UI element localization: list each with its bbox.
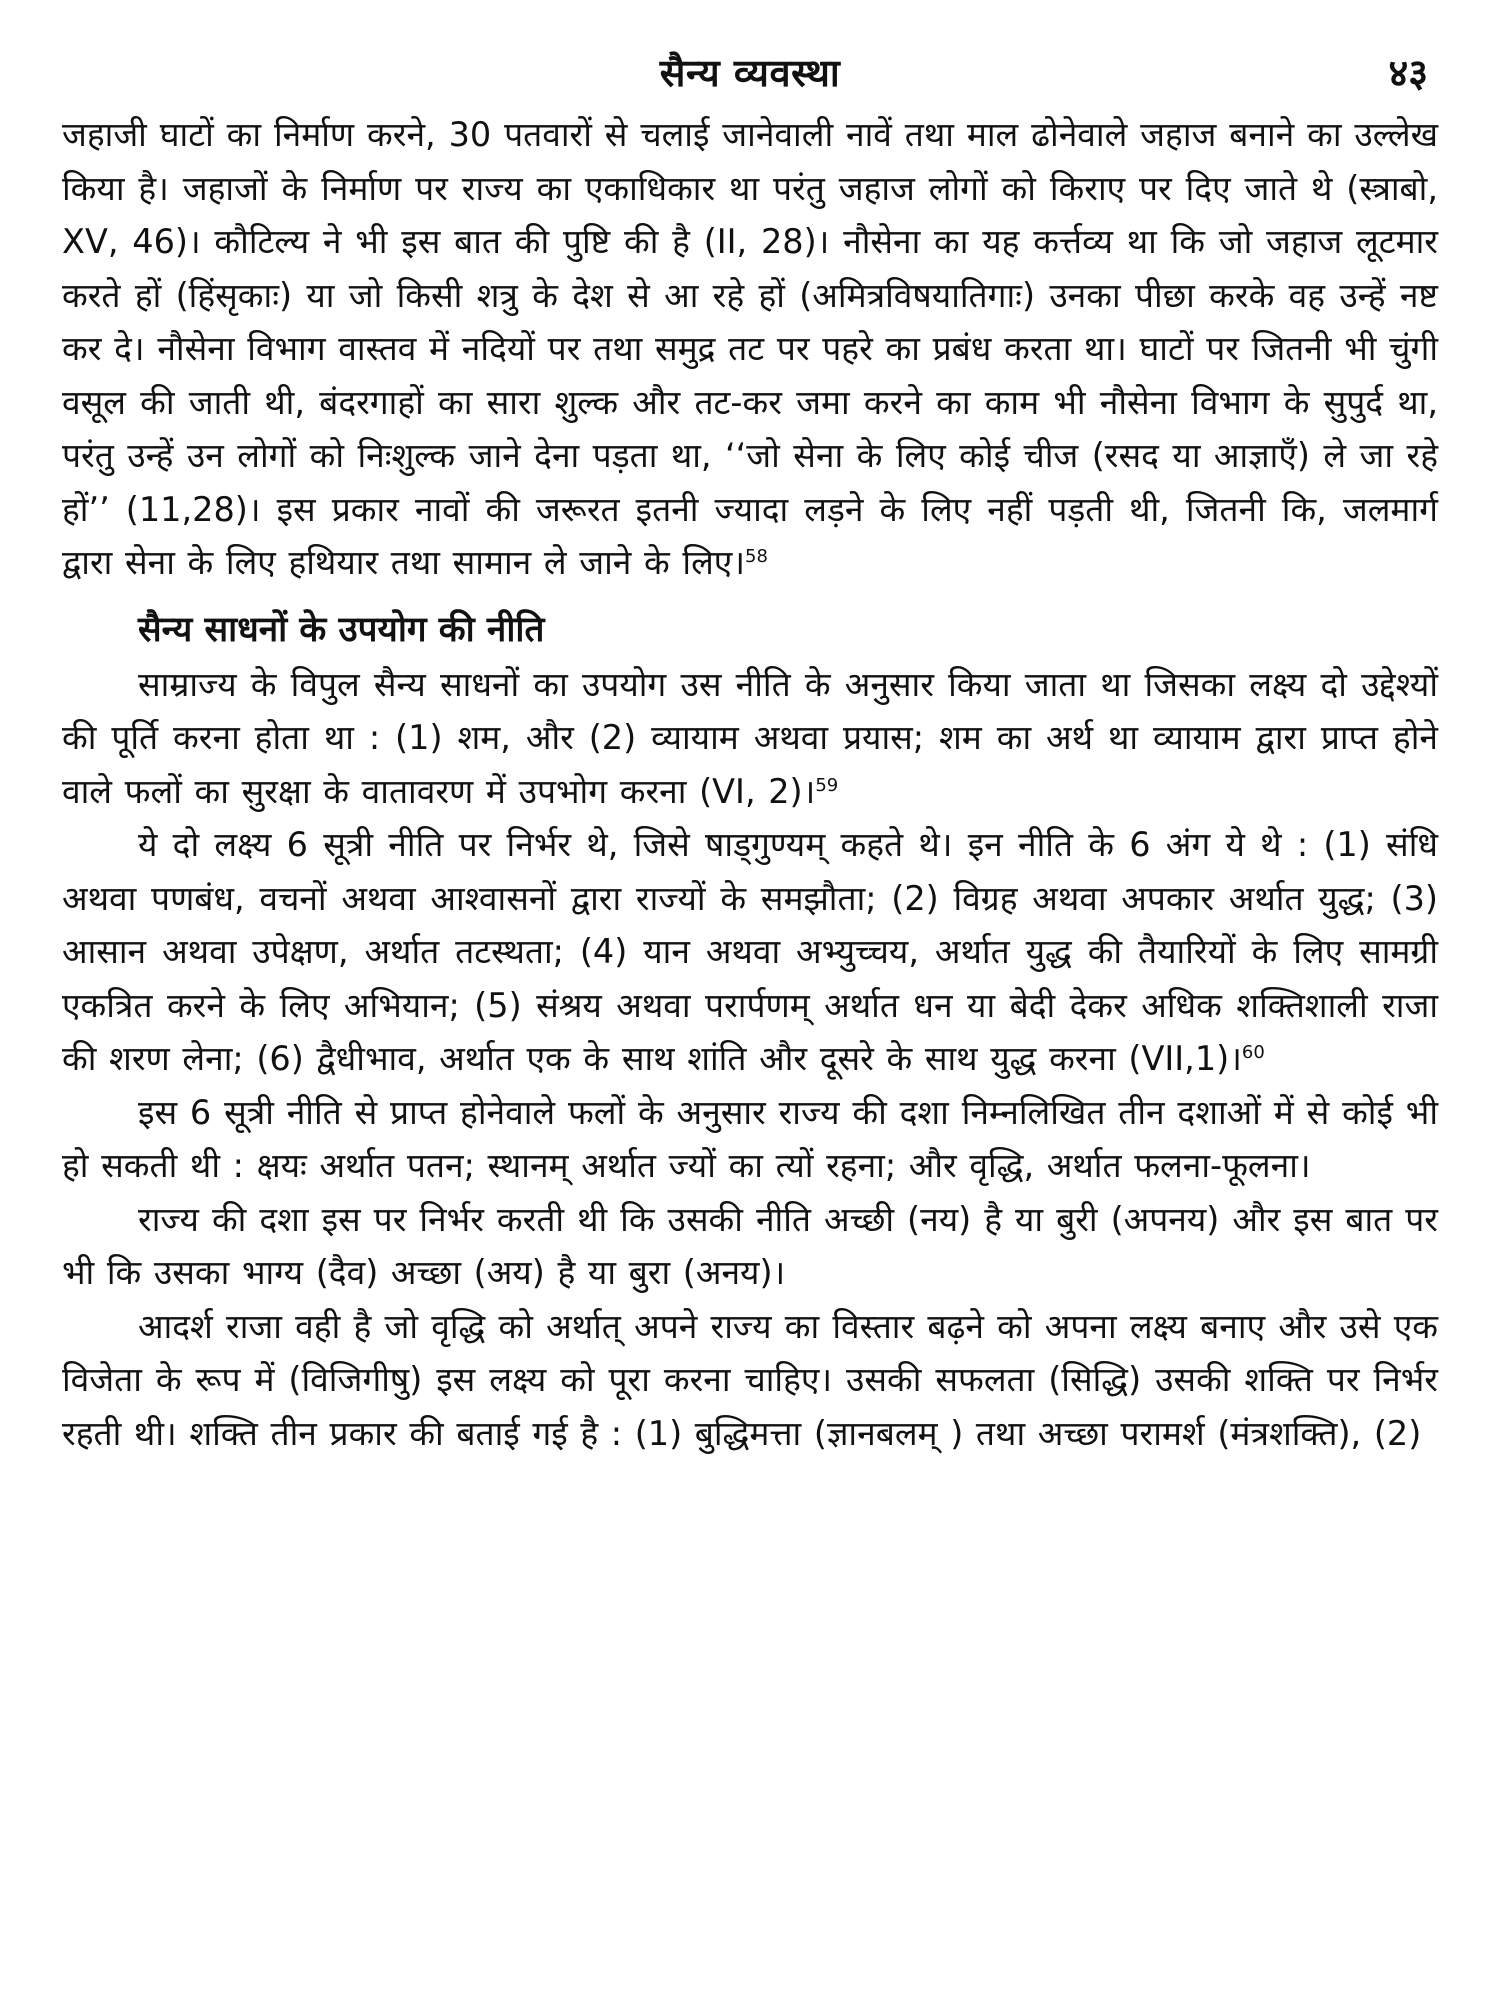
section-heading: सैन्य साधनों के उपयोग की नीति: [138, 609, 545, 650]
paragraph: [62, 1086, 1438, 1193]
paragraph-text: आदर्श राजा वही है जो वृद्धि को अर्थात् अपने राज्य का विस्तार बढ़ने को अपना लक्ष्य बनाए और उसे एक विजेता के रूप में (विजिगीषु) इस लक्ष्य को पूरा करना चाहिए। उसकी सफलता (सिद्धि) उसकी शक्ति पर निर्भर रहती थी। शक्ति तीन प्रकार की बताई गई है : (1) बुद्धिमत्ता (ज्ञानबलम् ) तथा अच्छा परामर्श (मंत्रशक्ति), (2): [62, 1306, 1438, 1453]
paragraph-text: राज्य की दशा इस पर निर्भर करती थी कि उसकी नीति अच्छी (नय) है या बुरी (अपनय) और इस बात पर भी कि उसका भाग्य (दैव) अच्छा (अय) है या बुरा (अनय)।: [62, 1199, 1438, 1292]
page-header: [62, 40, 1438, 100]
paragraph-text: जहाजी घाटों का निर्माण करने, 30 पतवारों से चलाई जानेवाली नावें तथा माल ढोनेवाले जहाज बनाने का उल्लेख किया है। जहाजों के निर्माण पर राज्य का एकाधिकार था परंतु जहाज लोगों को किराए पर दिए जाते थे (स्त्राबो, XV, 46)। कौटिल्य ने भी इस बात की पुष्टि की है (II, 28)। नौसेना का यह कर्त्तव्य था कि जो जहाज लूटमार करते हों (हिंसृकाः) या जो किसी शत्रु के देश से आ रहे हों (अमित्रविषयातिगाः) उनका पीछा करके वह उन्हें नष्ट कर दे। नौसेना विभाग वास्तव में नदियों पर तथा समुद्र तट पर पहरे का प्रबंध करता था। घाटों पर जितनी भी चुंगी वसूल की जाती थी, बंदरगाहों का सारा शुल्क और तट-कर जमा करने का काम भी नौसेना विभाग के सुपुर्द था, परंतु उन्हें उन लोगों को निःशुल्क जाने देना पड़ता था, ‘‘जो सेना के लिए कोई चीज (रसद या आज्ञाएँ) ले जा रहे हों’’ (11,28)। इस प्रकार नावों की जरूरत इतनी ज्यादा लड़ने के लिए नहीं पड़ती थी, जितनी कि, जलमार्ग द्वारा सेना के लिए हथियार तथा सामान ले जाने के लिए।: [62, 115, 1438, 582]
body-text: [62, 108, 1438, 1460]
footnote-ref: 58: [745, 545, 768, 567]
paragraph: [62, 1300, 1438, 1461]
paragraph-text: साम्राज्य के विपुल सैन्य साधनों का उपयोग उस नीति के अनुसार किया जाता था जिसका लक्ष्य दो उद्देश्यों की पूर्ति करना होता था : (1) शम, और (2) व्यायाम अथवा प्रयास; शम का अर्थ था व्यायाम द्वारा प्राप्त होने वाले फलों का सुरक्षा के वातावरण में उपभोग करना (VI, 2)।: [62, 664, 1438, 811]
running-title: सैन्य व्यवस्था: [659, 51, 841, 95]
paragraph-text: ये दो लक्ष्य 6 सूत्री नीति पर निर्भर थे, जिसे षाड्गुण्यम् कहते थे। इन नीति के 6 अंग ये थे : (1) संधि अथवा पणबंध, वचनों अथवा आश्वासनों द्वारा राज्यों के समझौता; (2) विग्रह अथवा अपकार अर्थात युद्ध; (3) आसान अथवा उपेक्षण, अर्थात तटस्थता; (4) यान अथवा अभ्युच्चय, अर्थात युद्ध की तैयारियों के लिए सामग्री एकत्रित करने के लिए अभियान; (5) संश्रय अथवा परार्पणम् अर्थात धन या बेदी देकर अधिक शक्तिशाली राजा की शरण लेना; (6) द्वैधीभाव, अर्थात एक के साथ शांति और दूसरे के साथ युद्ध करना (VII,1)।: [62, 825, 1438, 1078]
paragraph-text: इस 6 सूत्री नीति से प्राप्त होनेवाले फलों के अनुसार राज्य की दशा निम्नलिखित तीन दशाओं में से कोई भी हो सकती थी : क्षयः अर्थात पतन; स्थानम् अर्थात ज्यों का त्यों रहना; और वृद्धि, अर्थात फलना-फूलना।: [62, 1092, 1438, 1185]
paragraph: [62, 818, 1438, 1086]
paragraph: [62, 1193, 1438, 1300]
page-number: ४३: [1388, 51, 1428, 95]
paragraph: [62, 658, 1438, 819]
footnote-ref: 59: [815, 774, 839, 796]
footnote-ref: 60: [1241, 1041, 1265, 1063]
paragraph: [62, 108, 1438, 590]
